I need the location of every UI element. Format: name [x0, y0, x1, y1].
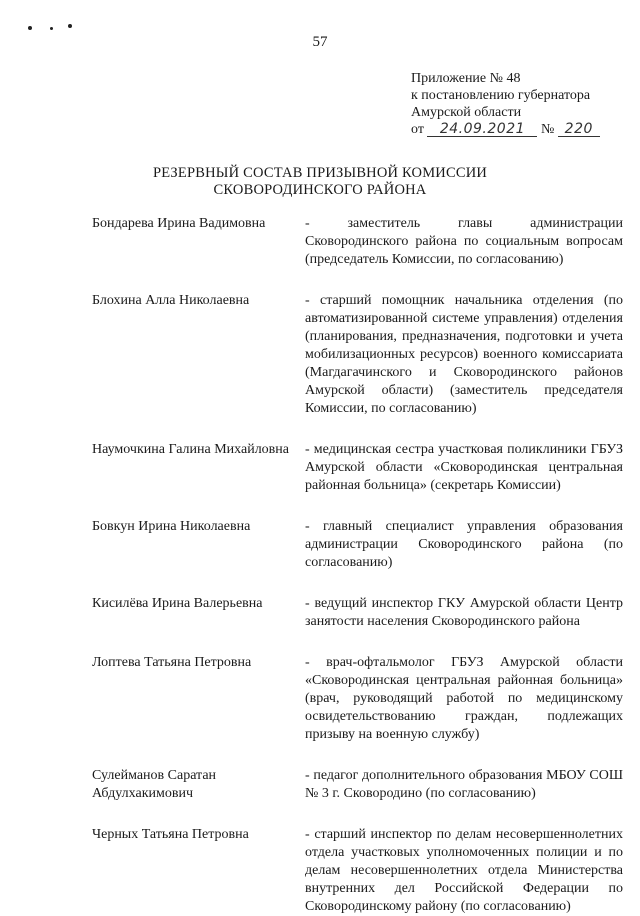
member-row	[92, 767, 622, 803]
member-row	[92, 292, 622, 418]
member-name: Сулейманов Саратан Абдулхакимович	[92, 768, 217, 801]
handwritten-date: 24.09.2021	[427, 122, 537, 137]
member-row	[92, 826, 622, 916]
title-line-1: РЕЗЕРВНЫЙ СОСТАВ ПРИЗЫВНОЙ КОМИССИИ	[152, 165, 488, 181]
member-name: Наумочкина Галина Михайловна	[92, 442, 289, 457]
member-name: Бондарева Ирина Вадимовна	[92, 216, 266, 231]
appendix-date-line	[411, 121, 621, 138]
scan-specks	[28, 22, 88, 32]
member-row	[92, 441, 622, 495]
appendix-title: Приложение № 48	[411, 71, 521, 86]
member-role: - врач-офтальмолог ГБУЗ Амурской области «Сковородинская центральная районная больница» (врач, руководящий работой по медицинскому освидетельствованию граждан, подлежащих призыву на военную службу)	[305, 655, 623, 742]
member-role: - заместитель главы администрации Сковородинского района по социальным вопросам (председатель Комиссии, по согласованию)	[305, 216, 623, 267]
appendix-line-2: к постановлению губернатора	[411, 88, 591, 103]
member-role: - старший помощник начальника отделения (по автоматизированной системе управления) отделения (планирования, предназначения, подготовки и учета мобилизационных ресурсов) военного комиссариата (Магдагачинского и Сковородинского районов Амурской области) (заместитель председателя Комиссии, по согласованию)	[305, 293, 623, 416]
member-row	[92, 595, 622, 631]
member-row	[92, 215, 622, 269]
member-row	[92, 518, 622, 572]
from-label: от	[411, 122, 424, 137]
member-role: - главный специалист управления образования администрации Сковородинского района (по согласованию)	[305, 519, 623, 570]
document-title	[0, 165, 640, 199]
appendix-line-3: Амурской области	[411, 105, 522, 120]
number-label: №	[540, 122, 555, 137]
member-name: Блохина Алла Николаевна	[92, 293, 250, 308]
member-name: Бовкун Ирина Николаевна	[92, 519, 251, 534]
member-role: - педагог дополнительного образования МБОУ СОШ № 3 г. Сковородино (по согласованию)	[305, 768, 623, 801]
member-role: - старший инспектор по делам несовершеннолетних отдела участковых уполномоченных полиции и по делам несовершеннолетних отдела Министерства внутренних дел Российской Федерации по Сковородинскому району (по согласованию)	[305, 827, 623, 914]
appendix-block	[411, 70, 621, 138]
members-list	[92, 215, 622, 916]
member-name: Черных Татьяна Петровна	[92, 827, 249, 842]
handwritten-number: 220	[558, 122, 600, 137]
member-role: - ведущий инспектор ГКУ Амурской области Центр занятости населения Сковородинского района	[305, 596, 623, 629]
member-name: Лоптева Татьяна Петровна	[92, 655, 252, 670]
member-role: - медицинская сестра участковая поликлиники ГБУЗ Амурской области «Сковородинская центральная районная больница» (секретарь Комиссии)	[305, 442, 623, 493]
member-name: Кисилёва Ирина Валерьевна	[92, 596, 263, 611]
page-number: 57	[312, 34, 328, 50]
title-line-2: СКОВОРОДИНСКОГО РАЙОНА	[213, 182, 427, 198]
member-row	[92, 654, 622, 744]
